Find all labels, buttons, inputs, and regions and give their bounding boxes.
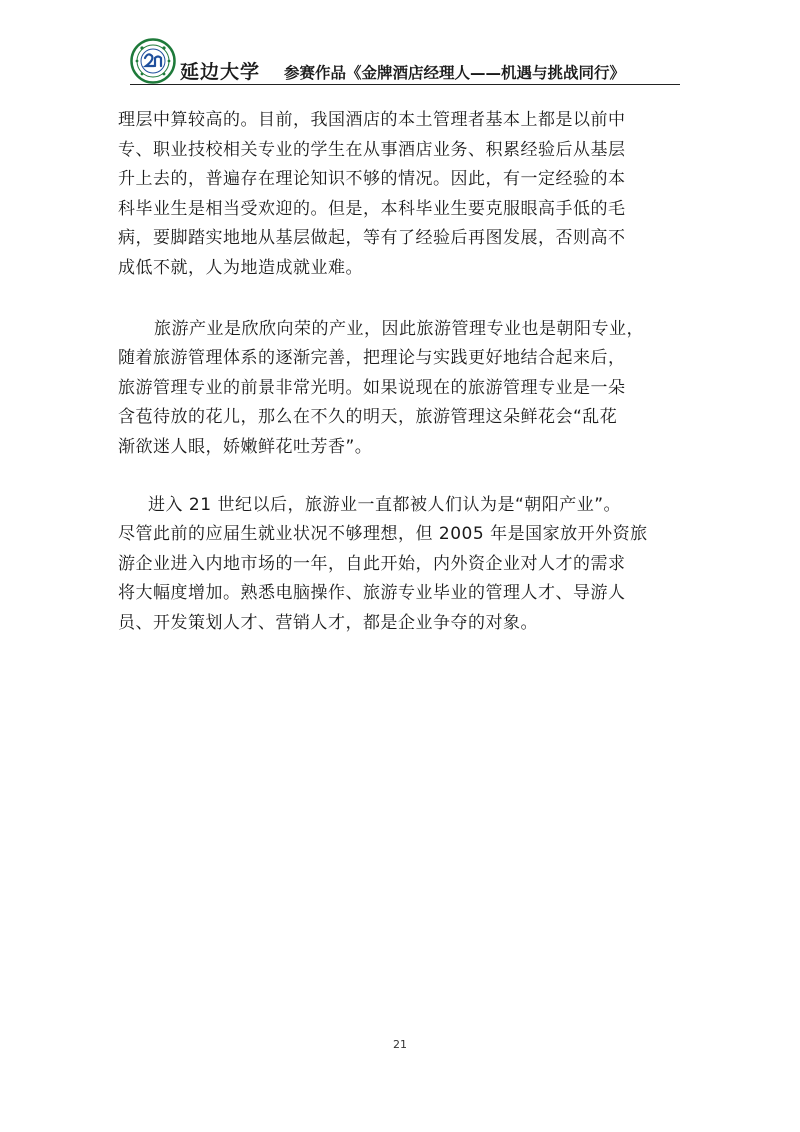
text-line: 理层中算较高的。目前，我国酒店的本土管理者基本上都是以前中 [118, 110, 626, 130]
text-line: 随着旅游管理体系的逐渐完善，把理论与实践更好地结合起来后， [118, 348, 626, 369]
text-line: 旅游管理专业的前景非常光明。如果说现在的旅游管理专业是一朵 [118, 377, 626, 398]
text-line: 成低不就，人为地造成就业难。 [118, 257, 363, 278]
text-line: 病，要脚踏实地地从基层做起，等有了经验后再图发展，否则高不 [118, 228, 626, 249]
page-number: 21 [393, 1038, 407, 1051]
page-header [130, 38, 680, 86]
university-name: 延边大学 [180, 61, 261, 83]
text-line: 进入 21 世纪以后，旅游业一直都被人们认为是“朝阳产业”。 [148, 494, 622, 515]
text-line: 升上去的，普遍存在理论知识不够的情况。因此，有一定经验的本 [118, 169, 626, 190]
paragraph-1 [118, 106, 686, 284]
text-line: 专、职业技校相关专业的学生在从事酒店业务、积累经验后从基层 [118, 139, 626, 160]
text-line: 含苞待放的花儿，那么在不久的明天，旅游管理这朵鲜花会“乱花 [118, 407, 618, 428]
text-line: 将大幅度增加。熟悉电脑操作、旅游专业毕业的管理人才、导游人 [118, 583, 626, 604]
header-divider [130, 84, 680, 85]
text-line: 员、开发策划人才、营销人才，都是企业争夺的对象。 [118, 612, 538, 633]
body-text [118, 106, 686, 639]
text-line: 尽管此前的应届生就业状况不够理想，但 2005 年是国家放开外资旅 [118, 524, 648, 545]
paragraph-3 [118, 491, 686, 639]
text-line: 科毕业生是相当受欢迎的。但是，本科毕业生要克服眼高手低的毛 [118, 198, 626, 219]
text-line: 游企业进入内地市场的一年，自此开始，内外资企业对人才的需求 [118, 553, 626, 574]
paragraph-2 [118, 315, 686, 463]
document-title: 参赛作品《金牌酒店经理人——机遇与挑战同行》 [284, 64, 626, 82]
yanbian-university-seal-icon [130, 38, 176, 84]
text-line: 旅游产业是欣欣向荣的产业，因此旅游管理专业也是朝阳专业， [154, 318, 644, 339]
text-line: 渐欲迷人眼，娇嫩鲜花吐芳香”。 [118, 436, 373, 457]
